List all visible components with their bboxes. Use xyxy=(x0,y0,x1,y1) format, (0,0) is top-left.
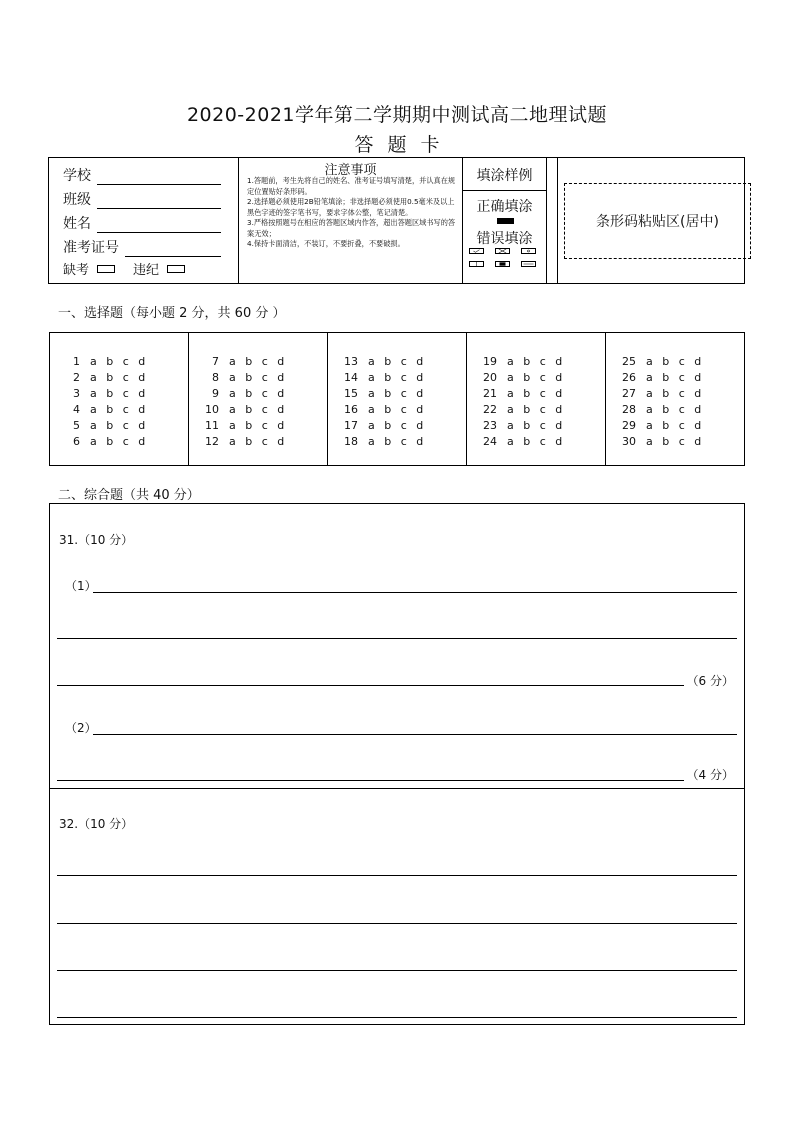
wrong-mark-dot-icon xyxy=(521,248,536,254)
notice-item: 4.保持卡面清洁，不装订，不要折叠，不要破损。 xyxy=(247,239,405,248)
school-field[interactable] xyxy=(63,165,221,185)
exam-title: 2020-2021学年第二学期期中测试高二地理试题 xyxy=(186,104,608,126)
absent-label: 缺考 xyxy=(63,263,90,278)
choice-column xyxy=(467,333,606,465)
q31-label: 31.（10 分） xyxy=(59,533,134,547)
question-row[interactable]: 30 a b c d xyxy=(622,434,702,448)
question-row[interactable]: 8 a b c d xyxy=(212,370,285,384)
wrong-mark-half-icon xyxy=(495,261,510,267)
question-row[interactable]: 18 a b c d xyxy=(344,434,424,448)
question-divider xyxy=(50,788,744,789)
wrong-mark-line-icon xyxy=(469,261,484,267)
class-field[interactable] xyxy=(63,189,221,209)
question-row[interactable]: 13 a b c d xyxy=(344,354,424,368)
answer-card-subtitle: 答题卡 xyxy=(354,134,454,156)
school-label: 学校 xyxy=(63,168,91,184)
choice-column xyxy=(50,333,189,465)
question-row[interactable]: 14 a b c d xyxy=(344,370,424,384)
question-row[interactable]: 26 a b c d xyxy=(622,370,702,384)
q31-sub2-label: （2） xyxy=(65,721,97,735)
q31-sub1-label: （1） xyxy=(65,579,97,593)
barcode-area[interactable]: 条形码粘贴区(居中) xyxy=(564,183,751,259)
comprehensive-answer-box xyxy=(49,503,745,1025)
question-row[interactable]: 19 a b c d xyxy=(483,354,563,368)
q32-label: 32.（10 分） xyxy=(59,817,134,831)
question-row[interactable]: 27 a b c d xyxy=(622,386,702,400)
question-row[interactable]: 20 a b c d xyxy=(483,370,563,384)
choice-column xyxy=(328,333,467,465)
answer-line[interactable] xyxy=(93,734,737,735)
barcode-panel xyxy=(558,158,744,283)
choice-grid xyxy=(49,332,745,466)
question-row[interactable]: 1 a b c d xyxy=(73,354,146,368)
wrong-fill-label: 错误填涂 xyxy=(476,231,533,247)
correct-fill-mark xyxy=(497,218,514,224)
notice-title: 注意事项 xyxy=(324,163,377,178)
absent-violation-row xyxy=(63,259,203,278)
question-row[interactable]: 12 a b c d xyxy=(205,434,285,448)
choice-column xyxy=(189,333,328,465)
notice-list xyxy=(247,176,456,250)
q31-sub2-points: （4 分） xyxy=(686,768,734,782)
question-row[interactable]: 7 a b c d xyxy=(212,354,285,368)
sample-panel xyxy=(463,158,546,283)
q31-sub1-points: （6 分） xyxy=(686,674,734,688)
question-row[interactable]: 11 a b c d xyxy=(205,418,285,432)
question-row[interactable]: 5 a b c d xyxy=(73,418,146,432)
exam-id-label: 准考证号 xyxy=(63,240,119,256)
answer-line[interactable] xyxy=(57,923,737,924)
answer-line[interactable] xyxy=(57,638,737,639)
exam-id-field[interactable] xyxy=(63,237,221,257)
question-row[interactable]: 22 a b c d xyxy=(483,402,563,416)
answer-line[interactable] xyxy=(57,970,737,971)
question-row[interactable]: 23 a b c d xyxy=(483,418,563,432)
answer-line[interactable] xyxy=(57,685,684,686)
question-row[interactable]: 6 a b c d xyxy=(73,434,146,448)
notice-item: 2.选择题必须使用2B铅笔填涂；非选择题必须使用0.5毫米及以上黑色字迹的签字笔书写，要求字体公整，笔记清楚。 xyxy=(247,197,455,217)
class-label: 班级 xyxy=(63,192,91,208)
question-row[interactable]: 10 a b c d xyxy=(205,402,285,416)
question-row[interactable]: 4 a b c d xyxy=(73,402,146,416)
correct-fill-label: 正确填涂 xyxy=(476,199,533,215)
violation-checkbox[interactable] xyxy=(167,265,185,273)
answer-line[interactable] xyxy=(57,1017,737,1018)
wrong-mark-strike-icon xyxy=(521,261,536,267)
notice-item: 3.严格按照题号在相应的答题区域内作答，超出答题区域书写的答案无效； xyxy=(247,218,456,238)
choice-column xyxy=(606,333,744,465)
question-row[interactable]: 21 a b c d xyxy=(483,386,563,400)
question-row[interactable]: 28 a b c d xyxy=(622,402,702,416)
section1-heading: 一、选择题（每小题 2 分，共 60 分 ） xyxy=(58,306,286,321)
name-label: 姓名 xyxy=(63,216,91,232)
question-row[interactable]: 2 a b c d xyxy=(73,370,146,384)
question-row[interactable]: 29 a b c d xyxy=(622,418,702,432)
question-row[interactable]: 15 a b c d xyxy=(344,386,424,400)
question-row[interactable]: 16 a b c d xyxy=(344,402,424,416)
section2-heading: 二、综合题（共 40 分） xyxy=(58,488,200,503)
question-row[interactable]: 24 a b c d xyxy=(483,434,563,448)
header-box xyxy=(48,157,745,284)
name-field[interactable] xyxy=(63,213,221,233)
answer-line[interactable] xyxy=(57,780,684,781)
sample-title: 填涂样例 xyxy=(476,168,533,184)
wrong-mark-check-icon xyxy=(469,248,484,254)
notice-item: 1.答题前，考生先将自己的姓名、准考证号填写清楚，并认真在规定位置贴好条形码。 xyxy=(247,176,456,196)
notice-panel xyxy=(239,158,462,283)
absent-checkbox[interactable] xyxy=(97,265,115,273)
question-row[interactable]: 9 a b c d xyxy=(212,386,285,400)
answer-line[interactable] xyxy=(57,875,737,876)
answer-line[interactable] xyxy=(93,592,737,593)
question-row[interactable]: 3 a b c d xyxy=(73,386,146,400)
wrong-mark-cross-icon xyxy=(495,248,510,254)
question-row[interactable]: 25 a b c d xyxy=(622,354,702,368)
violation-label: 违纪 xyxy=(133,263,160,278)
question-row[interactable]: 17 a b c d xyxy=(344,418,424,432)
